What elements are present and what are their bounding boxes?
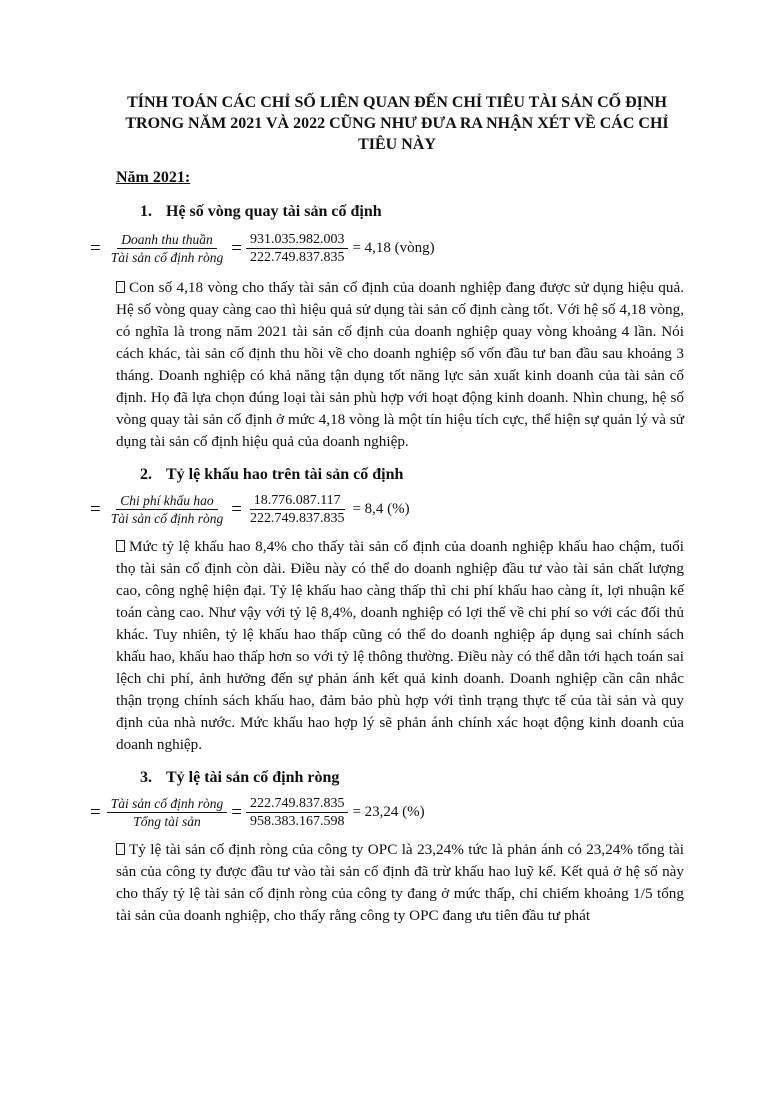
- label-fraction: [107, 493, 228, 526]
- value-fraction: [246, 796, 349, 829]
- numerator-value: 18.776.087.117: [250, 493, 345, 510]
- denominator-value: 222.749.837.835: [249, 511, 345, 526]
- denominator-label: Tài sản cố định ròng: [110, 511, 224, 526]
- formula: = $\frac{\text{Tài sản cố định ròng}}{\text{Tổng tài sản}}$ = $\frac{222.749.837.835}{958.383.167.598}$ = 23,24 (%): [90, 796, 425, 829]
- section-title: Tỷ lệ khấu hao trên tài sản cố định: [166, 466, 404, 483]
- denominator-label: Tài sản cố định ròng: [110, 250, 224, 265]
- year-label: Năm 2021:: [116, 169, 191, 186]
- section-heading: [140, 465, 684, 485]
- paragraph-text: Tỷ lệ tài sản cố định ròng của công ty OPC là 23,24% tức là phản ánh có 23,24% tổng tài sản của công ty được đầu tư vào tài sản cố định đã trừ khấu hao luỹ kế. Kết quả ở hệ số này cho thấy tỷ lệ tài sản cố định ròng của công ty đang ở mức thấp, chỉ chiếm khoảng 1/5 tổng tài sản của doanh nghiệp, cho thấy rằng công ty OPC đang ưu tiên đầu tư phát: [116, 841, 684, 924]
- numerator-label: Doanh thu thuần: [117, 232, 217, 249]
- paragraph-text: Con số 4,18 vòng cho thấy tài sản cố định của doanh nghiệp đang được sử dụng hiệu quả. Hệ số vòng quay càng cao thì hiệu quả sử dụng tài sản cố định càng tốt. Với hệ số 4,18 vòng, có nghĩa là trong năm 2021 tài sản cố định của doanh nghiệp quay vòng khoảng 4 lần. Nói cách khác, tài sản cố định thu hồi về cho doanh nghiệp số vốn đầu tư ban đầu sau khoảng 3 tháng. Doanh nghiệp có khả năng tận dụng tốt năng lực sản xuất kinh doanh của tài sản cố định. Họ đã lựa chọn đúng loại tài sản phù hợp với hoạt động kinh doanh. Nhìn chung, hệ số vòng quay tài sản cố định ở mức 4,18 vòng là một tín hiệu tích cực, thể hiện sự quản lý và sử dụng tài sản cố định hiệu quả của doanh nghiệp.: [116, 279, 684, 450]
- numerator-label: Tài sản cố định ròng: [107, 796, 228, 813]
- section-3: [90, 768, 684, 927]
- formula-result: = 4,18 (vòng): [352, 240, 435, 256]
- section-number: 1.: [140, 203, 152, 220]
- section-1: [90, 202, 684, 453]
- comment-paragraph: [116, 839, 684, 927]
- value-fraction: [246, 232, 349, 265]
- denominator-label: Tổng tài sản: [133, 814, 201, 829]
- paragraph-text: Mức tỷ lệ khấu hao 8,4% cho thấy tài sản cố định của doanh nghiệp khấu hao chậm, tuổi thọ tài sản cố định còn dài. Điều này có thể do doanh nghiệp đầu tư vào tài sản chất lượng cao, công nghệ hiện đại. Tỷ lệ khấu hao càng thấp thì chi phí khấu hao càng ít, lợi nhuận kế toán càng cao. Như vậy với tỷ lệ 8,4%, doanh nghiệp có lợi thế về chi phí so với các đối thủ khác. Tuy nhiên, tỷ lệ khấu hao thấp cũng có thể do doanh nghiệp áp dụng sai chính sách khấu hao, khấu hao thấp hơn so với tỷ lệ thông thường. Điều này có thể dẫn tới hạch toán sai lệch chi phí, ảnh hưởng đến sự phản ánh kết quả kinh doanh. Doanh nghiệp cần cân nhắc thận trọng chính sách khấu hao, đảm bảo phù hợp với tình trạng thực tế của tài sản và quy định của nhà nước. Mức khấu hao hợp lý sẽ phản ánh chính xác hoạt động kinh doanh của doanh nghiệp.: [116, 538, 684, 753]
- section-title: Hệ số vòng quay tài sản cố định: [166, 203, 382, 220]
- bullet-box-icon: [116, 540, 125, 552]
- section-number: 2.: [140, 466, 152, 483]
- formula: = $\frac{\text{Doanh thu thuần}}{\text{Tài sản cố định ròng}}$ = $\frac{931.035.982.003}{222.749.837.835}$ = 4,18 (vòng): [90, 232, 435, 265]
- section-2: [90, 465, 684, 756]
- document-page: [0, 92, 768, 1116]
- formula: = $\frac{\text{Chi phí khấu hao}}{\text{Tài sản cố định ròng}}$ = $\frac{18.776.087.117}{222.749.837.835}$ = 8,4 (%): [90, 493, 410, 526]
- section-heading: [140, 202, 684, 222]
- numerator-label: Chi phí khấu hao: [116, 493, 217, 510]
- value-fraction: [246, 493, 349, 526]
- label-fraction: [107, 232, 228, 265]
- numerator-value: 222.749.837.835: [246, 796, 349, 813]
- formula-result: = 8,4 (%): [352, 501, 410, 517]
- section-title: Tỷ lệ tài sản cố định ròng: [166, 769, 340, 786]
- bullet-box-icon: [116, 843, 125, 855]
- comment-paragraph: [116, 277, 684, 453]
- document-title: TÍNH TOÁN CÁC CHỈ SỐ LIÊN QUAN ĐẾN CHỈ TIÊU TÀI SẢN CỐ ĐỊNH TRONG NĂM 2021 VÀ 2022 CŨNG NHƯ ĐƯA RA NHẬN XÉT VỀ CÁC CHỈ TIÊU NÀY: [125, 94, 669, 153]
- section-heading: [140, 768, 684, 788]
- label-fraction: [107, 796, 228, 829]
- denominator-value: 958.383.167.598: [249, 814, 345, 829]
- denominator-value: 222.749.837.835: [249, 250, 345, 265]
- bullet-box-icon: [116, 281, 125, 293]
- formula-result: = 23,24 (%): [352, 804, 425, 820]
- section-number: 3.: [140, 769, 152, 786]
- formula-prefix: =: [90, 237, 101, 259]
- formula-prefix: =: [90, 801, 101, 823]
- numerator-value: 931.035.982.003: [246, 232, 349, 249]
- comment-paragraph: [116, 536, 684, 756]
- formula-prefix: =: [90, 498, 101, 520]
